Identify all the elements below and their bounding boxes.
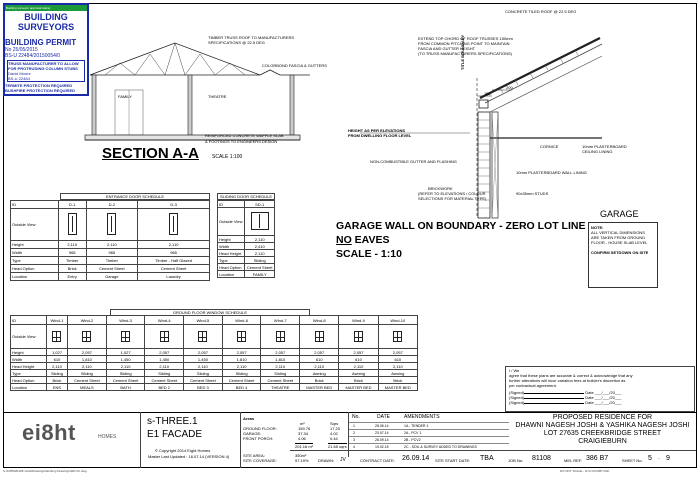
cell: MASTER BED xyxy=(378,384,417,391)
cell: Cement Sheet xyxy=(86,265,138,273)
section-title: SECTION A-A xyxy=(102,145,199,162)
cell: 2,110 xyxy=(46,363,67,370)
cell: Sliding xyxy=(46,370,67,377)
cell: Cement Sheet xyxy=(222,377,261,384)
cell: Cement Sheet xyxy=(145,377,184,384)
cell: Brick xyxy=(339,377,378,384)
brickwork-note-3: SELECTIONS FOR MATERIAL TYPE) xyxy=(418,196,487,201)
date-label: Date ___/___/20___ xyxy=(585,395,622,400)
cell: 2,110 xyxy=(68,363,107,370)
cell: Wind-4 xyxy=(145,316,184,325)
sheet-no: 5 xyxy=(648,455,652,462)
fascia-note: COLORBOND FASCIA & GUTTERS xyxy=(262,63,327,68)
cell: 1,810 xyxy=(222,356,261,363)
contract-date: 26.09.14 xyxy=(402,455,430,462)
cell: 965 xyxy=(58,249,86,257)
window-view xyxy=(300,325,339,349)
area-m2: 159.76 xyxy=(298,426,311,431)
row-label: Type xyxy=(11,257,59,265)
note-line-1: ALL VERTICAL DIMENSIONS xyxy=(591,230,645,235)
window-icon xyxy=(121,331,130,342)
window-icon xyxy=(315,331,324,342)
stamp-surveyors: SURVEYORS xyxy=(17,22,75,32)
row-label: ID xyxy=(11,201,59,209)
cell: 1,810 xyxy=(68,356,107,363)
cell: Timber xyxy=(86,257,138,265)
total-m2: 201.16 m² xyxy=(295,444,314,449)
amendment-date: 26.09.14 xyxy=(375,438,389,442)
cell: 1,450 xyxy=(145,356,184,363)
cell: Wind-6 xyxy=(222,316,261,325)
row-label: ID xyxy=(11,316,47,325)
sheet-label: SHEET No. xyxy=(622,458,643,463)
cell: 2,057 xyxy=(184,349,223,356)
signed-label: (Signed) xyxy=(509,400,525,405)
sheet-of: 9 xyxy=(666,455,670,462)
site-area-label: SITE AREA: xyxy=(243,453,265,458)
design-name: s-THREE.1 xyxy=(147,416,198,427)
cell: Cement Sheet xyxy=(261,377,300,384)
truss-note-1: EXTEND TOP CHORD OF ROOF TRUSSES 150mm xyxy=(418,36,513,41)
job-label: JOB No: xyxy=(508,458,524,463)
detail-heading-2 xyxy=(336,234,389,246)
row-label: Outside View xyxy=(11,209,59,241)
area-m2: 4.06 xyxy=(298,436,306,441)
entrance-schedule-title: ENTRANCE DOOR SCHEDULE xyxy=(60,193,210,200)
row-label: Height xyxy=(11,349,47,356)
door-icon xyxy=(107,213,116,235)
copyright: © Copyright 2014 Eight Homes xyxy=(155,448,211,453)
roof-note: TIMBER TRUSS ROOF TO MANUFACTURERS SPECIFICATIONS @ 22.5 DEG xyxy=(208,35,295,45)
row-label: Head Height xyxy=(11,363,47,370)
agreement-line-3: per contractual agreement. xyxy=(509,383,557,388)
row-label: ID xyxy=(218,201,245,208)
amendment-text: 2A - PCV 1 xyxy=(404,431,422,435)
amendment-text: 1A - TENDER 1 xyxy=(404,424,429,428)
door-icon xyxy=(169,213,178,235)
cell: Brick xyxy=(378,377,417,384)
amendment-row xyxy=(349,443,509,450)
proposed-line-3: LOT 27635 CREEKBRIDGE STREET xyxy=(543,430,662,437)
cell: 2,110 xyxy=(245,250,275,257)
sq-head: Sqrs xyxy=(330,421,339,426)
amendment-text: 2C - SOIL & SURVEY ADDED TO DRAWINGS xyxy=(404,445,477,449)
site-start-label: SITE START DATE: xyxy=(435,458,471,463)
cell: 2,110 xyxy=(245,236,275,243)
cell: Cement Sheet xyxy=(138,265,210,273)
cell: Sliding xyxy=(145,370,184,377)
cell: 1,450 xyxy=(106,356,145,363)
window-schedule xyxy=(10,315,418,391)
area-sq: 17.20 xyxy=(330,426,341,431)
window-view xyxy=(106,325,145,349)
room-label-family: FAMILY xyxy=(118,94,132,99)
garage-label: GARAGE xyxy=(600,209,639,219)
site-start: TBA xyxy=(480,455,494,462)
cell: THEATRE xyxy=(261,384,300,391)
cell: 610 xyxy=(378,356,417,363)
job-no: 81108 xyxy=(532,455,551,462)
sliding-door-schedule xyxy=(217,200,275,278)
cell: Sliding xyxy=(184,370,223,377)
stamp-termite: TERMITE PROTECTION REQUIRED xyxy=(5,83,73,88)
cell: 2,110 xyxy=(86,241,138,249)
agreement-line-2: further alterations will incur variation fees at builder's discretion as xyxy=(509,378,626,383)
row-label: Width xyxy=(218,243,245,250)
row-label: Head Option xyxy=(11,265,59,273)
sliding-door-icon xyxy=(251,212,269,230)
door-view xyxy=(138,209,210,241)
amendment-no: 4 xyxy=(353,445,355,449)
height-note-1: HEIGHT AS PER ELEVATIONS xyxy=(348,128,406,133)
cell: 2,057 xyxy=(378,349,417,356)
detail-heading-1: GARAGE WALL ON BOUNDARY - ZERO LOT LINE xyxy=(336,220,586,232)
title-boundary-label: TITLE BOUNDARY xyxy=(460,34,465,70)
footer-path: S:\JOBS\81108 Joshi\Drawings\Working Drawings\WD 2C.dwg xyxy=(3,469,87,473)
cell: Brick xyxy=(300,377,339,384)
stamp-building: BUILDING xyxy=(24,12,68,22)
cell: D-1 xyxy=(58,201,86,209)
cell: 2,057 xyxy=(145,349,184,356)
window-view xyxy=(184,325,223,349)
row-label: Location xyxy=(218,271,245,278)
date-label: Date ___/___/20___ xyxy=(585,400,622,405)
amendment-no: 2 xyxy=(353,431,355,435)
truss-note-3: FASCIA AND GUTTER HEIGHT xyxy=(418,46,476,51)
cell: 1,027 xyxy=(106,349,145,356)
note-line-2: ARE TAKEN FROM GROUND xyxy=(591,235,646,240)
row-label: Location xyxy=(11,273,59,281)
facade-name: E1 FACADE xyxy=(147,429,203,440)
bottom-info-row: DRAWN: JV CONTRACT DATE: 26.09.14 SITE START DATE: TBA JOB No: 81108 MEL REF: 386 B7 SHEET No. 5 · 9 xyxy=(290,450,696,468)
proposed-block xyxy=(510,414,695,446)
stamp-notice-1: TRUSS MANUFACTURER TO ALLOW xyxy=(8,61,79,66)
amendment-date: 28.06.14 xyxy=(375,424,389,428)
stamp-permit-title: BUILDING PERMIT xyxy=(5,38,77,47)
area-rows xyxy=(243,426,343,441)
proposed-line-1: PROPOSED RESIDENCE FOR xyxy=(552,414,653,421)
cell: Wind-9 xyxy=(339,316,378,325)
window-view xyxy=(46,325,67,349)
window-view xyxy=(261,325,300,349)
amendment-row xyxy=(349,422,509,429)
cell: Timber - Half Glazed xyxy=(138,257,210,265)
stamp-notice-2: FOR PROTRUDING COLUMN STUBS xyxy=(8,66,78,71)
cell: Brick xyxy=(58,265,86,273)
cell: Wind-10 xyxy=(378,316,417,325)
window-icon xyxy=(237,331,246,342)
amendment-date: 19.02.15 xyxy=(375,445,389,449)
cell: Wind-8 xyxy=(300,316,339,325)
cell: Sliding xyxy=(68,370,107,377)
window-icon xyxy=(198,331,207,342)
stamp-permit-date: No 25/05/2015 xyxy=(5,47,38,53)
door-view xyxy=(86,209,138,241)
cell: 2,110 xyxy=(58,241,86,249)
tile-note: CONCRETE TILED ROOF @ 22.5 DEG xyxy=(505,9,577,14)
cell: 610 xyxy=(300,356,339,363)
cell: Brick xyxy=(46,377,67,384)
row-label: Width xyxy=(11,249,59,257)
row-label: Height xyxy=(218,236,245,243)
height-note-2: FROM DWELLING FLOOR LEVEL xyxy=(348,133,412,138)
cell: MEALS xyxy=(68,384,107,391)
amend-head-date: DATE xyxy=(377,414,390,420)
amendment-row xyxy=(349,436,509,443)
cell: Awning xyxy=(339,370,378,377)
row-label: Width xyxy=(11,356,47,363)
cell: BED 4 xyxy=(222,384,261,391)
slab-note-2: & FOOTINGS TO ENGINEERS DESIGN xyxy=(205,139,278,144)
cell: 2,057 xyxy=(222,349,261,356)
cornice-note: CORNICE xyxy=(540,144,559,149)
cell: 2,110 xyxy=(261,363,300,370)
cell: Wind-2 xyxy=(68,316,107,325)
room-label-theatre: THEATRE xyxy=(208,94,227,99)
cell: Wind-1 xyxy=(46,316,67,325)
row-label: Outside View xyxy=(11,325,47,349)
area-sq: 0.44 xyxy=(330,436,338,441)
dim-top: 150 xyxy=(484,91,491,96)
window-view xyxy=(378,325,417,349)
cell: Cement Sheet xyxy=(106,377,145,384)
site-cov-label: SITE COVERAGE: xyxy=(243,458,277,463)
window-view xyxy=(68,325,107,349)
area-label: GARAGE: xyxy=(243,431,262,436)
cell: 2,110 xyxy=(145,363,184,370)
cell: Cement Sheet xyxy=(68,377,107,384)
cell: BED 3 xyxy=(184,384,223,391)
agreement-line-1: agree that these plans are accurate & correct & acknowledge that any xyxy=(509,373,633,378)
dim-eave: 200 xyxy=(506,85,513,90)
cell: FAMILY xyxy=(245,271,275,278)
area-row xyxy=(243,436,343,441)
logo-sub: HOMES xyxy=(98,434,117,440)
cell: Garage xyxy=(86,273,138,281)
note-title: NOTE: xyxy=(591,225,604,230)
signature-row-3 xyxy=(509,400,691,405)
site-area: 350m² xyxy=(295,453,307,458)
stamp-bushfire: BUSHFIRE PROTECTION REQUIRED xyxy=(5,88,76,93)
cell: 2,110 xyxy=(339,363,378,370)
window-view xyxy=(145,325,184,349)
cell: 2,110 xyxy=(378,363,417,370)
cell: Wind-5 xyxy=(184,316,223,325)
entrance-door-schedule xyxy=(10,200,210,281)
amend-head-title: AMENDMENTS xyxy=(404,414,440,420)
row-label: Type xyxy=(218,257,245,264)
truss-note-4: (TO TRUSS MANUFACTURERS SPECIFICATIONS) xyxy=(418,51,513,56)
cell: Cement Sheet xyxy=(246,264,273,270)
row-label: Head Option xyxy=(11,377,47,384)
brickwork-note-2: (REFER TO ELEVATIONS / COLOUR xyxy=(418,191,486,196)
studs-note: 90x35mm STUDS xyxy=(516,191,549,196)
cell: 2,410 xyxy=(245,243,275,250)
cell: Laundry xyxy=(138,273,210,281)
cell: MASTER BED xyxy=(300,384,339,391)
ref-label: MEL REF: xyxy=(564,458,583,463)
cell: Awning xyxy=(300,370,339,377)
cell: 965 xyxy=(86,249,138,257)
cell: 2,110 xyxy=(184,363,223,370)
section-a-a-drawing xyxy=(80,35,320,145)
cell: Sliding xyxy=(261,370,300,377)
signed-label: (Signed) xyxy=(509,390,525,395)
note-line-3: FLOOR - HOUSE SLAB LEVEL xyxy=(591,240,648,245)
cell: 1,810 xyxy=(261,356,300,363)
cell: BED 2 xyxy=(145,384,184,391)
cell: 2,057 xyxy=(339,349,378,356)
contract-label: CONTRACT DATE: xyxy=(360,458,395,463)
cell: Sliding xyxy=(106,370,145,377)
date-label: Date ___/___/20___ xyxy=(585,390,622,395)
cell: Sliding xyxy=(245,257,275,264)
site-cov: 57.19% xyxy=(295,458,309,463)
proposed-line-4: CRAIGIEBURN xyxy=(578,438,627,445)
window-icon xyxy=(82,331,91,342)
cell: 610 xyxy=(339,356,378,363)
cell: D-3 xyxy=(138,201,210,209)
brickwork-note-1: BRICKWORK xyxy=(428,186,453,191)
window-icon xyxy=(52,331,61,342)
cell: 2,057 xyxy=(300,349,339,356)
cell: SD-1 xyxy=(245,201,275,208)
area-sq: 4.02 xyxy=(330,431,338,436)
total-sq: 21.65 sqrs xyxy=(328,444,347,449)
row-label: Outside View xyxy=(218,208,245,236)
cell: 2,110 xyxy=(138,241,210,249)
window-icon xyxy=(354,331,363,342)
cell: 965 xyxy=(138,249,210,257)
amend-head-no: No. xyxy=(352,414,360,420)
cell: 2,110 xyxy=(300,363,339,370)
slab-note-1: REINFORCED CONCRETE WAFFLE SLAB xyxy=(205,133,284,138)
row-label: Type xyxy=(11,370,47,377)
row-label: Height xyxy=(11,241,59,249)
truss-note-2: FROM COMMON PITCHING POINT TO MAINTAIN xyxy=(418,41,510,46)
cell: MASTER BED xyxy=(339,384,378,391)
stamp-surveyor: David Moore xyxy=(8,71,31,76)
door-icon xyxy=(68,213,77,235)
detail-heading-eaves: EAVES xyxy=(351,234,390,246)
amendment-no: 1 xyxy=(353,424,355,428)
detail-heading-3: SCALE - 1:10 xyxy=(336,248,402,260)
amendment-row xyxy=(349,429,509,436)
area-label: FRONT PORCH: xyxy=(243,436,274,441)
footer-note: DO NOT SCALE - IF IN DOUBT ASK xyxy=(560,469,610,473)
door-view xyxy=(58,209,86,241)
proposed-line-2: DHAWNI NAGESH JOSHI & YASHIKA NAGESH JOSHI xyxy=(515,422,690,429)
row-label: Head Option xyxy=(218,264,245,271)
detail-heading-no: NO xyxy=(336,234,352,246)
cell: Sliding xyxy=(222,370,261,377)
master-updated: Master Last Updated : 16.07.14 (VERSION 4) xyxy=(148,454,230,459)
window-icon xyxy=(276,331,285,342)
cell: Wind-7 xyxy=(261,316,300,325)
ref-no: 386 B7 xyxy=(586,455,609,462)
stamp-permit-no: BS-U 22484/20150054/0 xyxy=(5,53,61,59)
logo: ei8ht xyxy=(22,420,76,445)
cell: 2,057 xyxy=(261,349,300,356)
note-line-4: CONFIRM SETDOWN ON SITE xyxy=(591,250,649,255)
agreement-line-0: I / We xyxy=(509,368,520,373)
signed-label: (Signed) xyxy=(509,395,525,400)
amendment-no: 3 xyxy=(353,438,355,442)
window-schedule-title: GROUND FLOOR WINDOW SCHEDULE xyxy=(110,309,310,316)
window-icon xyxy=(393,331,402,342)
window-icon xyxy=(160,331,169,342)
amendment-text: 2B - PCV2 xyxy=(404,438,421,442)
building-permit-stamp xyxy=(3,3,89,96)
areas-title: Areas xyxy=(243,416,255,421)
cell: 2,110 xyxy=(106,363,145,370)
stamp-registration: BS-U 22484 xyxy=(8,76,30,81)
cell: ENS xyxy=(46,384,67,391)
cell: Awning xyxy=(378,370,417,377)
area-m2: 37.34 xyxy=(298,431,309,436)
slider-view xyxy=(245,208,275,236)
cell: BATH xyxy=(106,384,145,391)
cell: Entry xyxy=(58,273,86,281)
note-box xyxy=(588,222,658,288)
drawn-value: JV xyxy=(340,457,346,463)
cell: Cement Sheet xyxy=(184,377,223,384)
ceiling-note: 10mm PLASTERBOARD CEILING LINING xyxy=(582,144,627,154)
window-view xyxy=(222,325,261,349)
cell: D-2 xyxy=(86,201,138,209)
cell: 2,057 xyxy=(68,349,107,356)
cell: 610 xyxy=(46,356,67,363)
gutter-note: NON-COMBUSTIBLE GUTTER AND FLASHING xyxy=(370,159,457,164)
cell: 1,027 xyxy=(46,349,67,356)
section-scale: SCALE 1:100 xyxy=(212,154,243,160)
wall-lining-note: 10mm PLASTERBOARD WALL LINING xyxy=(516,170,587,175)
row-label: Head Height xyxy=(218,250,245,257)
amendment-date: 23.07.14 xyxy=(375,431,389,435)
sliding-schedule-title: SLIDING DOOR SCHEDULE xyxy=(217,193,275,200)
drawn-label: DRAWN: xyxy=(318,458,335,463)
area-label: GROUND FLOOR: xyxy=(243,426,277,431)
row-label: Location xyxy=(11,384,47,391)
amend-rows xyxy=(349,422,509,450)
window-view xyxy=(339,325,378,349)
cell: 2,110 xyxy=(222,363,261,370)
m2-head: m² xyxy=(300,421,305,426)
cell: Wind-3 xyxy=(106,316,145,325)
stamp-banner: Building surveyor approval stamp xyxy=(5,5,87,11)
cell: 1,450 xyxy=(184,356,223,363)
agreement-box xyxy=(505,366,695,412)
cell: Timber xyxy=(58,257,86,265)
